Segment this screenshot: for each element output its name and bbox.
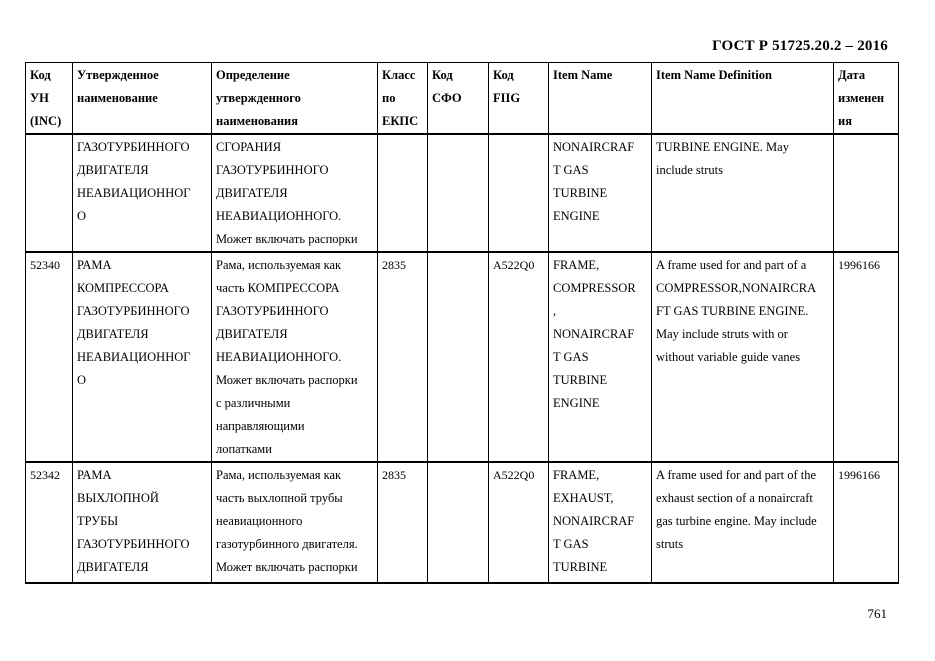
- cell-value: 2835: [382, 468, 406, 482]
- cell-value: A522Q0: [493, 258, 535, 272]
- cell-line: without variable guide vanes: [656, 350, 801, 364]
- header-line: УН: [30, 91, 49, 105]
- cell-line: ГАЗОТУРБИННОГО: [77, 537, 190, 551]
- cell-line: СГОРАНИЯ: [216, 140, 282, 154]
- cell-line: Может включать распорки: [216, 560, 358, 574]
- cell-line: часть КОМПРЕССОРА: [216, 281, 340, 295]
- cell-line: неавиационного: [216, 514, 303, 528]
- header-line: по: [382, 91, 396, 105]
- cell-line: ГАЗОТУРБИННОГО: [77, 140, 190, 154]
- col-inc-cell: [26, 252, 73, 462]
- header-line: ия: [838, 114, 852, 128]
- nomenclature-table: [25, 62, 899, 584]
- cell-line: ТРУБЫ: [77, 514, 119, 528]
- col-item-name-cell: [549, 462, 652, 583]
- header-line: наименования: [216, 114, 299, 128]
- cell-line: NONAIRCRAF: [553, 514, 635, 528]
- header-line: Класс: [382, 68, 416, 82]
- cell-line: Рама, используемая как: [216, 468, 342, 482]
- col-fiig-code-cell: [489, 252, 549, 462]
- cell-line: часть выхлопной трубы: [216, 491, 343, 505]
- page-number: 761: [867, 606, 887, 621]
- cell-line: FT GAS TURBINE ENGINE.: [656, 304, 809, 318]
- cell-line: include struts: [656, 163, 724, 177]
- col-item-name-cell: [549, 134, 652, 252]
- cell-line: T GAS: [553, 350, 589, 364]
- col-approved-name-cell: [73, 462, 212, 583]
- col-approved-name-header: [73, 63, 212, 135]
- col-sfo-code-header: [428, 63, 489, 135]
- col-definition-cell: [212, 462, 378, 583]
- header-line: Код: [432, 68, 453, 82]
- cell-line: Может включать распорки: [216, 232, 358, 246]
- cell-line: ГАЗОТУРБИННОГО: [77, 304, 190, 318]
- cell-value: 2835: [382, 258, 406, 272]
- cell-line: РАМА: [77, 258, 112, 272]
- header-line: СФО: [432, 91, 462, 105]
- cell-line: T GAS: [553, 163, 589, 177]
- cell-line: A frame used for and part of a: [656, 258, 807, 272]
- col-definition-cell: [212, 134, 378, 252]
- cell-line: NONAIRCRAF: [553, 327, 635, 341]
- cell-value: 52342: [30, 468, 60, 482]
- col-ekps-class-cell: [378, 134, 428, 252]
- cell-line: НЕАВИАЦИОННОГ: [77, 186, 191, 200]
- col-change-date-cell: [834, 134, 899, 252]
- header-line: FIIG: [493, 91, 521, 105]
- header-line: Определение: [216, 68, 290, 82]
- cell-line: НЕАВИАЦИОННОГ: [77, 350, 191, 364]
- cell-line: NONAIRCRAF: [553, 140, 635, 154]
- col-item-definition-cell: [652, 252, 834, 462]
- col-definition-header: [212, 63, 378, 135]
- header-line: Item Name: [553, 68, 613, 82]
- col-fiig-code-header: [489, 63, 549, 135]
- cell-line: ДВИГАТЕЛЯ: [216, 186, 288, 200]
- col-inc-cell: [26, 134, 73, 252]
- col-ekps-class-header: [378, 63, 428, 135]
- cell-line: РАМА: [77, 468, 112, 482]
- cell-line: A frame used for and part of the: [656, 468, 817, 482]
- col-sfo-code-cell: [428, 252, 489, 462]
- cell-line: TURBINE ENGINE. May: [656, 140, 789, 154]
- col-item-definition-cell: [652, 462, 834, 583]
- cell-line: Рама, используемая как: [216, 258, 342, 272]
- header-line: изменен: [838, 91, 885, 105]
- col-sfo-code-cell: [428, 134, 489, 252]
- cell-line: КОМПРЕССОРА: [77, 281, 169, 295]
- col-inc-header: [26, 63, 73, 135]
- col-approved-name-cell: [73, 134, 212, 252]
- cell-line: ДВИГАТЕЛЯ: [216, 327, 288, 341]
- col-fiig-code-cell: [489, 134, 549, 252]
- cell-line: лопатками: [216, 442, 272, 456]
- col-fiig-code-cell: [489, 462, 549, 583]
- cell-line: ENGINE: [553, 209, 600, 223]
- cell-line: НЕАВИАЦИОННОГО.: [216, 350, 342, 364]
- cell-line: газотурбинного двигателя.: [216, 537, 358, 551]
- table-body: [26, 134, 899, 583]
- cell-line: О: [77, 373, 87, 387]
- col-change-date-header: [834, 63, 899, 135]
- cell-value: 52340: [30, 258, 60, 272]
- cell-line: ,: [553, 304, 557, 318]
- col-definition-cell: [212, 252, 378, 462]
- cell-line: ГАЗОТУРБИННОГО: [216, 163, 329, 177]
- cell-line: О: [77, 209, 87, 223]
- cell-line: ВЫХЛОПНОЙ: [77, 491, 159, 505]
- table-row: [26, 134, 899, 252]
- cell-line: May include struts with or: [656, 327, 788, 341]
- col-item-definition-header: [652, 63, 834, 135]
- col-change-date-cell: [834, 462, 899, 583]
- col-sfo-code-cell: [428, 462, 489, 583]
- cell-line: FRAME,: [553, 468, 600, 482]
- col-ekps-class-cell: [378, 462, 428, 583]
- cell-line: COMPRESSOR,NONAIRCRA: [656, 281, 817, 295]
- table-row: [26, 252, 899, 462]
- col-item-name-cell: [549, 252, 652, 462]
- header-line: ЕКПС: [382, 114, 419, 128]
- cell-line: Может включать распорки: [216, 373, 358, 387]
- cell-line: struts: [656, 537, 684, 551]
- cell-value: 1996166: [838, 468, 880, 482]
- header-line: Item Name Definition: [656, 68, 772, 82]
- cell-line: exhaust section of a nonaircraft: [656, 491, 813, 505]
- header-line: Код: [30, 68, 51, 82]
- col-item-definition-cell: [652, 134, 834, 252]
- header-line: наименование: [77, 91, 158, 105]
- header-line: Дата: [838, 68, 866, 82]
- cell-line: FRAME,: [553, 258, 600, 272]
- cell-line: НЕАВИАЦИОННОГО.: [216, 209, 342, 223]
- table-row: [26, 462, 899, 583]
- col-ekps-class-cell: [378, 252, 428, 462]
- cell-line: gas turbine engine. May include: [656, 514, 817, 528]
- cell-line: направляющими: [216, 419, 305, 433]
- cell-line: с различными: [216, 396, 291, 410]
- cell-line: ДВИГАТЕЛЯ: [77, 327, 149, 341]
- cell-line: ДВИГАТЕЛЯ: [77, 560, 149, 574]
- col-inc-cell: [26, 462, 73, 583]
- col-change-date-cell: [834, 252, 899, 462]
- cell-value: 1996166: [838, 258, 880, 272]
- cell-line: TURBINE: [553, 373, 608, 387]
- cell-line: T GAS: [553, 537, 589, 551]
- cell-value: A522Q0: [493, 468, 535, 482]
- header-line: (INC): [30, 114, 62, 128]
- col-approved-name-cell: [73, 252, 212, 462]
- cell-line: COMPRESSOR: [553, 281, 636, 295]
- cell-line: TURBINE: [553, 186, 608, 200]
- header-line: Утвержденное: [77, 68, 159, 82]
- col-item-name-header: [549, 63, 652, 135]
- cell-line: EXHAUST,: [553, 491, 614, 505]
- cell-line: ДВИГАТЕЛЯ: [77, 163, 149, 177]
- header-line: Код: [493, 68, 514, 82]
- document-code-header: ГОСТ Р 51725.20.2 – 2016: [712, 38, 888, 54]
- table-header-row: [26, 63, 899, 135]
- cell-line: ГАЗОТУРБИННОГО: [216, 304, 329, 318]
- cell-line: TURBINE: [553, 560, 608, 574]
- cell-line: ENGINE: [553, 396, 600, 410]
- header-line: утвержденного: [216, 91, 301, 105]
